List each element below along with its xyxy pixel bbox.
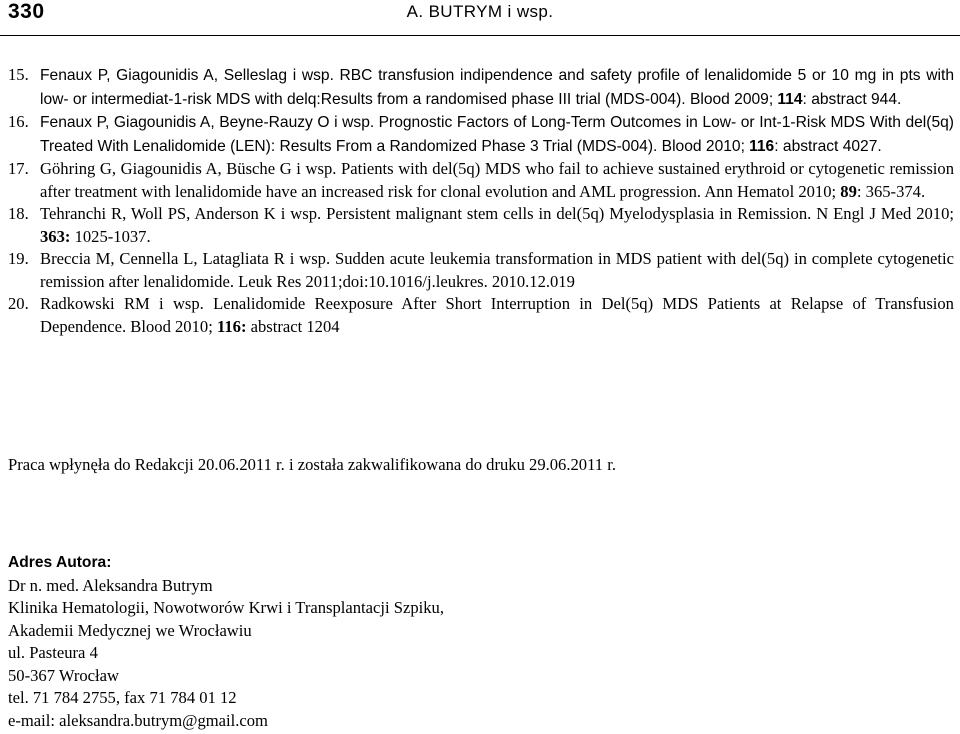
reference-pages: : abstract 4027. <box>774 137 882 155</box>
reference-authors: Tehranchi R, Woll PS, Anderson K i wsp. <box>40 204 322 223</box>
address-title: Adres Autora: <box>8 554 112 571</box>
reference-number: 15. <box>8 65 29 84</box>
reference-authors: Radkowski RM i wsp. <box>40 294 204 313</box>
reference-list <box>8 64 954 338</box>
reference-15 <box>8 64 954 111</box>
reference-title: Lenalidomide Reexposure After Short Interruption in Del(5q) MDS Patients at Relapse of Transfusion Dependence. Blood 2010; <box>40 294 954 336</box>
reference-volume: 116 <box>749 137 775 155</box>
reference-volume: 363: <box>40 226 71 246</box>
reference-authors: Fenaux P, Giagounidis A, Beyne-Rauzy O i wsp. <box>40 114 375 131</box>
address-phone: tel. 71 784 2755, fax 71 784 01 12 <box>8 688 237 707</box>
reference-text <box>40 111 954 158</box>
reference-title: RBC transfusion indipendence and safety profile of lenalidomide 5 or 10 mg in pts with low- or intermediat-1-risk MDS with delq:Results from a randomised phase III trial (MDS-004). Blood 2009; <box>40 67 954 108</box>
reference-volume: 116: <box>216 316 247 336</box>
reference-volume: 114 <box>777 90 803 108</box>
reference-title: Prognostic Factors of Long-Term Outcomes in Low- or Int-1-Risk MDS With del(5q) Treated With Lenalidomide (LEN): Results From a Randomized Phase 3 Trial (MDS-004). Blood 2010; <box>40 114 954 155</box>
reference-text <box>40 64 954 111</box>
reference-18 <box>8 203 954 248</box>
page-header <box>0 0 960 28</box>
reference-title: Persistent malignant stem cells in del(5q) Myelodysplasia in Remission. N Engl J Med 2010; <box>326 204 955 223</box>
reference-volume: 89 <box>840 181 857 201</box>
reference-authors: Breccia M, Cennella L, Latagliata R i wsp. <box>40 249 331 268</box>
address-department: Klinika Hematologii, Nowotworów Krwi i Transplantacji Szpiku, <box>8 598 445 617</box>
reference-authors: Göhring G, Giagounidis A, Büsche G i wsp. <box>40 159 337 178</box>
reference-pages: : abstract 944. <box>802 90 902 108</box>
reference-16 <box>8 111 954 158</box>
reference-text <box>40 248 954 293</box>
reference-text <box>40 293 954 338</box>
reference-pages: : 365-374. <box>856 181 926 201</box>
reference-text <box>40 158 954 203</box>
reference-title: Patients with del(5q) MDS who fail to achieve sustained erythroid or cytogenetic remission after treatment with lenalidomide have an increased risk for clonal evolution and AML progression. Ann Hematol 2010; <box>40 159 954 201</box>
address-institution: Akademii Medycznej we Wrocławiu <box>8 620 252 640</box>
header-divider <box>0 35 960 36</box>
author-address <box>8 552 444 732</box>
reference-17 <box>8 158 954 203</box>
address-email: e-mail: aleksandra.butrym@gmail.com <box>8 710 268 730</box>
reference-number: 20. <box>8 294 29 313</box>
reference-authors: Fenaux P, Giagounidis A, Selleslag i wsp. <box>40 67 334 84</box>
address-name: Dr n. med. Aleksandra Butrym <box>8 575 213 595</box>
reference-number: 18. <box>8 204 29 223</box>
reference-number: 19. <box>8 249 29 268</box>
reference-19 <box>8 248 954 293</box>
reference-title: Sudden acute leukemia transformation in MDS patient with del(5q) in complete cytogenetic remission after lenalidomide. Leuk Res 2011;doi:10.1016/j.leukres. 2010.12.019 <box>40 249 954 291</box>
reference-number: 16. <box>8 112 29 131</box>
running-head: A. BUTRYM i wsp. <box>406 2 554 21</box>
reference-number: 17. <box>8 159 29 178</box>
address-street: ul. Pasteura 4 <box>8 643 98 662</box>
received-note: Praca wpłynęła do Redakcji 20.06.2011 r. i została zakwalifikowana do druku 29.06.2011 r. <box>8 455 616 474</box>
address-city: 50-367 Wrocław <box>8 665 120 685</box>
page-number: 330 <box>8 0 45 23</box>
reference-text <box>40 203 954 248</box>
reference-20 <box>8 293 954 338</box>
reference-pages: 1025-1037. <box>70 226 151 246</box>
reference-pages: abstract 1204 <box>246 316 340 336</box>
